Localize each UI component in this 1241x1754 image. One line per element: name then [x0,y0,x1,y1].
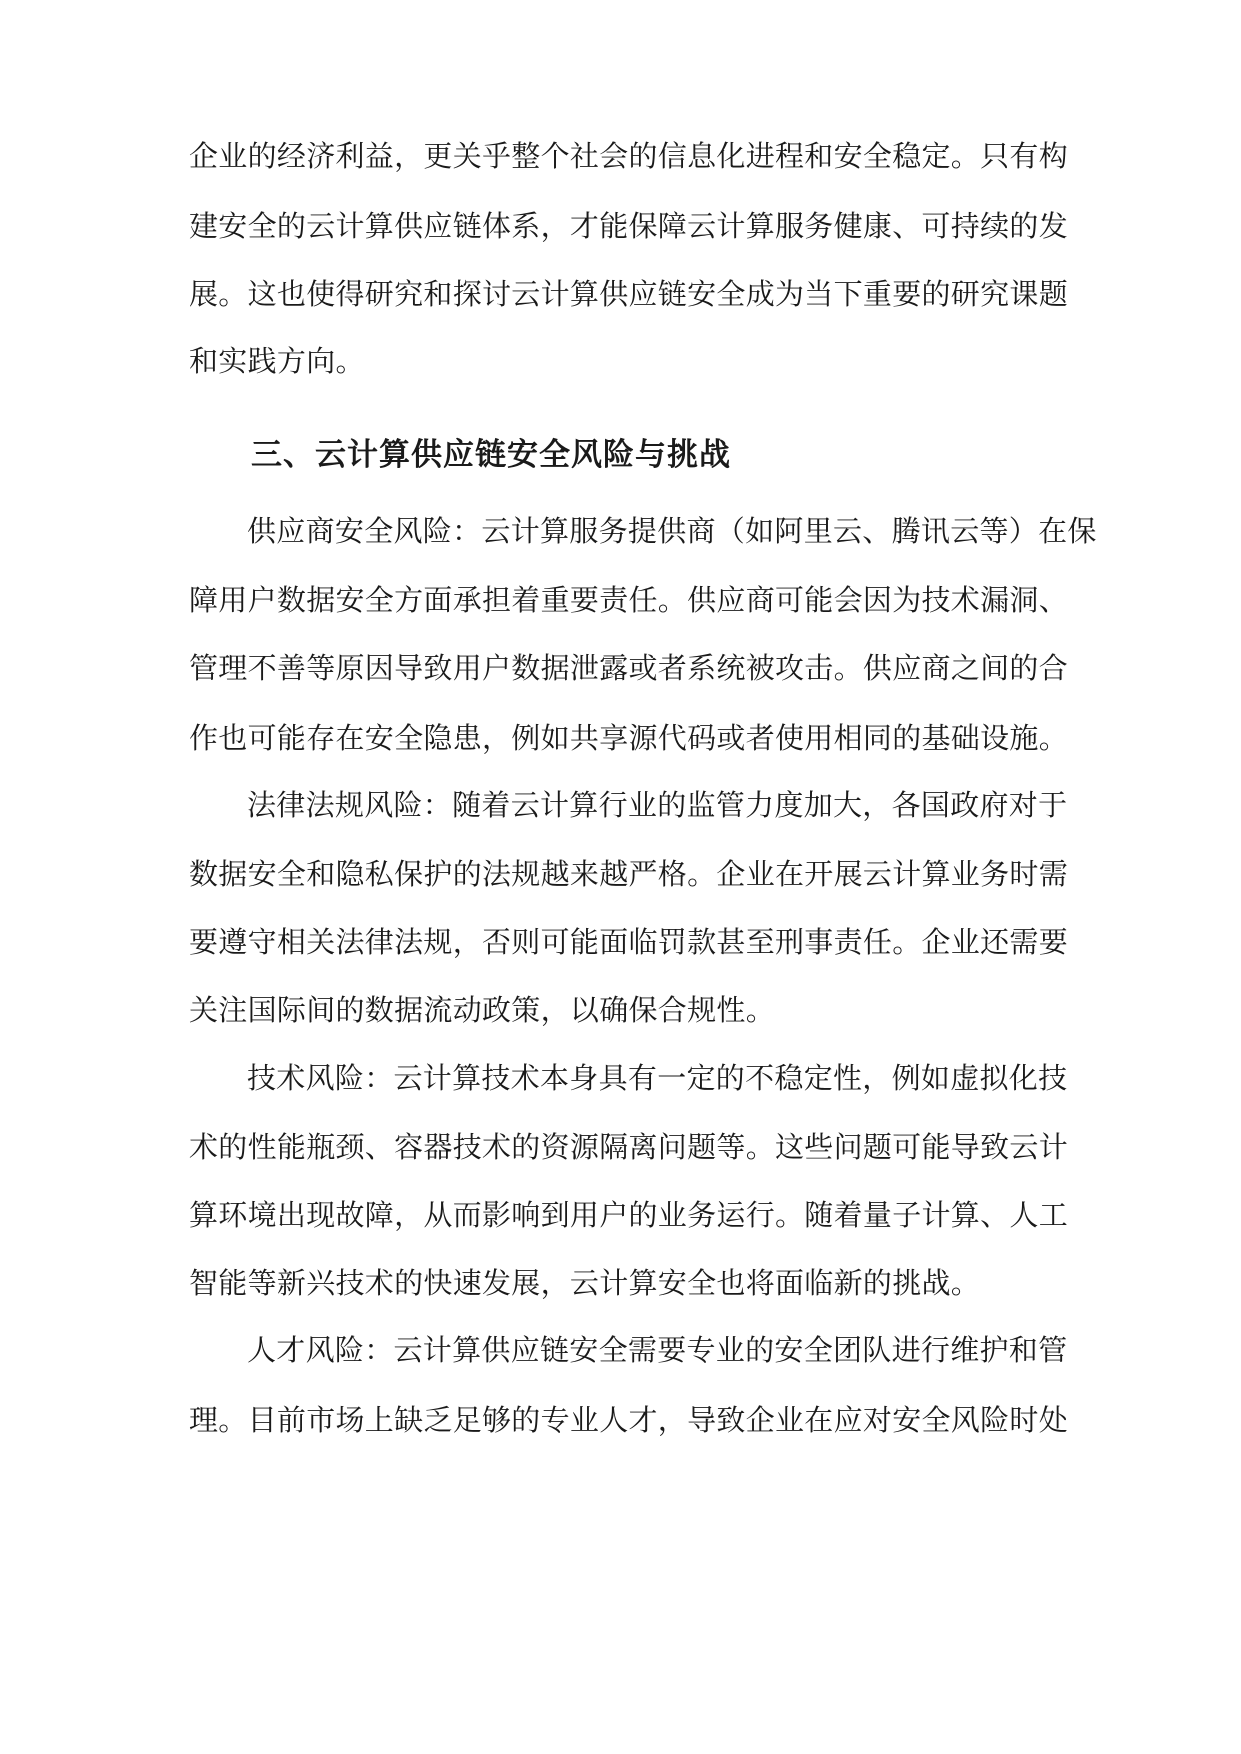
paragraph-line: 要遵守相关法律法规，否则可能面临罚款甚至刑事责任。企业还需要 [189,925,1069,959]
paragraph-line: 法律法规风险：随着云计算行业的监管力度加大，各国政府对于 [247,788,1068,822]
section-heading: 三、云计算供应链安全风险与挑战 [251,437,731,473]
intro-line: 展。这也使得研究和探讨云计算供应链安全成为当下重要的研究课题 [189,277,1069,311]
paragraph-line: 理。目前市场上缺乏足够的专业人才，导致企业在应对安全风险时处 [189,1403,1069,1437]
paragraph-line: 技术风险：云计算技术本身具有一定的不稳定性，例如虚拟化技 [247,1061,1068,1095]
paragraph-line: 智能等新兴技术的快速发展，云计算安全也将面临新的挑战。 [189,1266,981,1300]
paragraph-line: 作也可能存在安全隐患，例如共享源代码或者使用相同的基础设施。 [189,721,1069,755]
intro-line: 和实践方向。 [189,344,365,378]
paragraph-line: 算环境出现故障，从而影响到用户的业务运行。随着量子计算、人工 [189,1198,1069,1232]
paragraph-line: 人才风险：云计算供应链安全需要专业的安全团队进行维护和管 [247,1333,1068,1367]
paragraph-line: 障用户数据安全方面承担着重要责任。供应商可能会因为技术漏洞、 [189,583,1069,617]
paragraph-line: 关注国际间的数据流动政策，以确保合规性。 [189,993,776,1027]
paragraph-line: 术的性能瓶颈、容器技术的资源隔离问题等。这些问题可能导致云计 [189,1130,1069,1164]
intro-line: 企业的经济利益，更关乎整个社会的信息化进程和安全稳定。只有构 [189,139,1069,173]
paragraph-line: 供应商安全风险：云计算服务提供商（如阿里云、腾讯云等）在保 [247,514,1097,548]
paragraph-line: 管理不善等原因导致用户数据泄露或者系统被攻击。供应商之间的合 [189,651,1069,685]
paragraph-line: 数据安全和隐私保护的法规越来越严格。企业在开展云计算业务时需 [189,857,1069,891]
intro-line: 建安全的云计算供应链体系，才能保障云计算服务健康、可持续的发 [189,209,1069,243]
